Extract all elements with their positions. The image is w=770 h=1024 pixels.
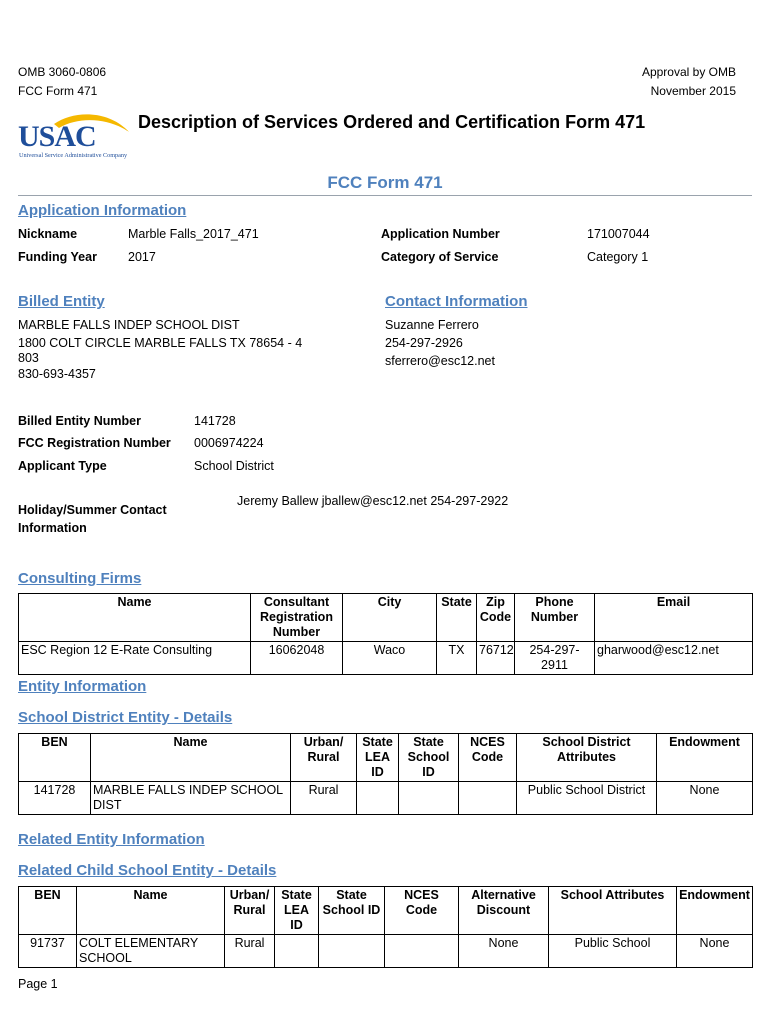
table-row — [19, 935, 753, 968]
applicant-type-value: School District — [194, 459, 274, 473]
consulting-phone: 254-297-2911 — [515, 642, 595, 675]
funding-year-label: Funding Year — [18, 250, 97, 264]
omb-number: OMB 3060-0806 — [18, 65, 107, 79]
col-email: Email — [595, 594, 753, 642]
related-child-header-row — [19, 887, 753, 935]
col-nces-code: NCES Code — [459, 734, 517, 782]
consulting-heading: Consulting Firms — [18, 570, 142, 587]
billed-entity-number-label: Billed Entity Number — [18, 414, 141, 428]
school-district-heading: School District Entity - Details — [18, 709, 233, 726]
related-state-school-id — [319, 935, 385, 968]
contact-email: sferrero@esc12.net — [385, 354, 495, 368]
funding-year-value: 2017 — [128, 250, 156, 264]
holiday-contact-label-line1: Holiday/Summer Contact — [18, 503, 167, 517]
contact-phone: 254-297-2926 — [385, 336, 463, 350]
related-alternative-discount: None — [459, 935, 549, 968]
col-state-school-id: State School ID — [319, 887, 385, 935]
entity-ben: 141728 — [19, 782, 91, 815]
col-state-lea-id: State LEA ID — [275, 887, 319, 935]
entity-heading: Entity Information — [18, 678, 147, 695]
holiday-contact-value: Jeremy Ballew jballew@esc12.net 254-297-2922 — [237, 494, 509, 508]
form-subtitle: FCC Form 471 — [327, 173, 443, 192]
billed-entity-phone: 830-693-4357 — [18, 367, 96, 381]
entity-urban-rural: Rural — [291, 782, 357, 815]
col-state-lea-id: State LEA ID — [357, 734, 399, 782]
entity-state-school-id — [399, 782, 459, 815]
related-endowment: None — [677, 935, 753, 968]
form-number: FCC Form 471 — [18, 84, 98, 98]
col-name: Name — [77, 887, 225, 935]
consultant-reg-number: 16062048 — [251, 642, 343, 675]
col-name: Name — [91, 734, 291, 782]
header-divider — [18, 195, 752, 196]
contact-name: Suzanne Ferrero — [385, 318, 479, 332]
related-ben: 91737 — [19, 935, 77, 968]
col-district-attributes: School District Attributes — [517, 734, 657, 782]
related-urban-rural: Rural — [225, 935, 275, 968]
entity-nces-code — [459, 782, 517, 815]
school-district-header-row — [19, 734, 753, 782]
page-number: Page 1 — [18, 977, 58, 991]
billed-entity-number-value: 141728 — [194, 414, 236, 428]
related-child-heading: Related Child School Entity - Details — [18, 862, 277, 879]
approval-date: November 2015 — [650, 84, 736, 98]
col-endowment: Endowment — [657, 734, 753, 782]
consulting-email: gharwood@esc12.net — [595, 642, 753, 675]
table-row — [19, 782, 753, 815]
application-number-label: Application Number — [381, 227, 500, 241]
col-school-attributes: School Attributes — [549, 887, 677, 935]
consulting-table — [18, 593, 753, 675]
applicant-type-label: Applicant Type — [18, 459, 107, 473]
consulting-zip: 76712 — [477, 642, 515, 675]
related-state-lea-id — [275, 935, 319, 968]
entity-name: MARBLE FALLS INDEP SCHOOL DIST — [91, 782, 291, 815]
col-urban-rural: Urban/ Rural — [291, 734, 357, 782]
col-name: Name — [19, 594, 251, 642]
category-value: Category 1 — [587, 250, 649, 264]
table-row — [19, 642, 753, 675]
related-school-attributes: Public School — [549, 935, 677, 968]
col-state-school-id: State School ID — [399, 734, 459, 782]
col-endowment: Endowment — [677, 887, 753, 935]
related-name: COLT ELEMENTARY SCHOOL — [77, 935, 225, 968]
omb-approval: Approval by OMB — [641, 65, 736, 79]
page-title: Description of Services Ordered and Certification Form 471 — [138, 112, 646, 132]
related-nces-code — [385, 935, 459, 968]
col-zip: Zip Code — [477, 594, 515, 642]
col-ben: BEN — [19, 734, 91, 782]
col-ben: BEN — [19, 887, 77, 935]
logo-subtext: Universal Service Administrative Company — [19, 152, 128, 159]
col-consultant-reg: Consultant Registration Number — [251, 594, 343, 642]
nickname-value: Marble Falls_2017_471 — [128, 227, 259, 241]
consulting-city: Waco — [343, 642, 437, 675]
related-child-table — [18, 886, 753, 968]
entity-district-attributes: Public School District — [517, 782, 657, 815]
billed-entity-address-line2: 803 — [18, 351, 39, 365]
application-number-value: 171007044 — [587, 227, 650, 241]
school-district-table — [18, 733, 753, 815]
col-city: City — [343, 594, 437, 642]
col-urban-rural: Urban/ Rural — [225, 887, 275, 935]
billed-entity-address-line1: 1800 COLT CIRCLE MARBLE FALLS TX 78654 - 4 — [18, 336, 303, 350]
col-state: State — [437, 594, 477, 642]
category-label: Category of Service — [381, 250, 499, 264]
entity-endowment: None — [657, 782, 753, 815]
consulting-firm-name: ESC Region 12 E-Rate Consulting — [19, 642, 251, 675]
fcc-registration-label: FCC Registration Number — [18, 436, 171, 450]
col-nces-code: NCES Code — [385, 887, 459, 935]
consulting-header-row — [19, 594, 753, 642]
contact-heading: Contact Information — [385, 293, 528, 310]
usac-logo — [14, 110, 134, 165]
application-heading: Application Information — [18, 202, 187, 219]
related-entity-heading: Related Entity Information — [18, 831, 205, 848]
fcc-registration-value: 0006974224 — [194, 436, 264, 450]
col-alternative-discount: Alternative Discount — [459, 887, 549, 935]
entity-state-lea-id — [357, 782, 399, 815]
billed-entity-heading: Billed Entity — [18, 293, 105, 310]
holiday-contact-label-line2: Information — [18, 521, 87, 535]
nickname-label: Nickname — [18, 227, 78, 241]
consulting-state: TX — [437, 642, 477, 675]
col-phone: Phone Number — [515, 594, 595, 642]
billed-entity-name: MARBLE FALLS INDEP SCHOOL DIST — [18, 318, 240, 332]
logo-text: USAC — [18, 120, 96, 153]
